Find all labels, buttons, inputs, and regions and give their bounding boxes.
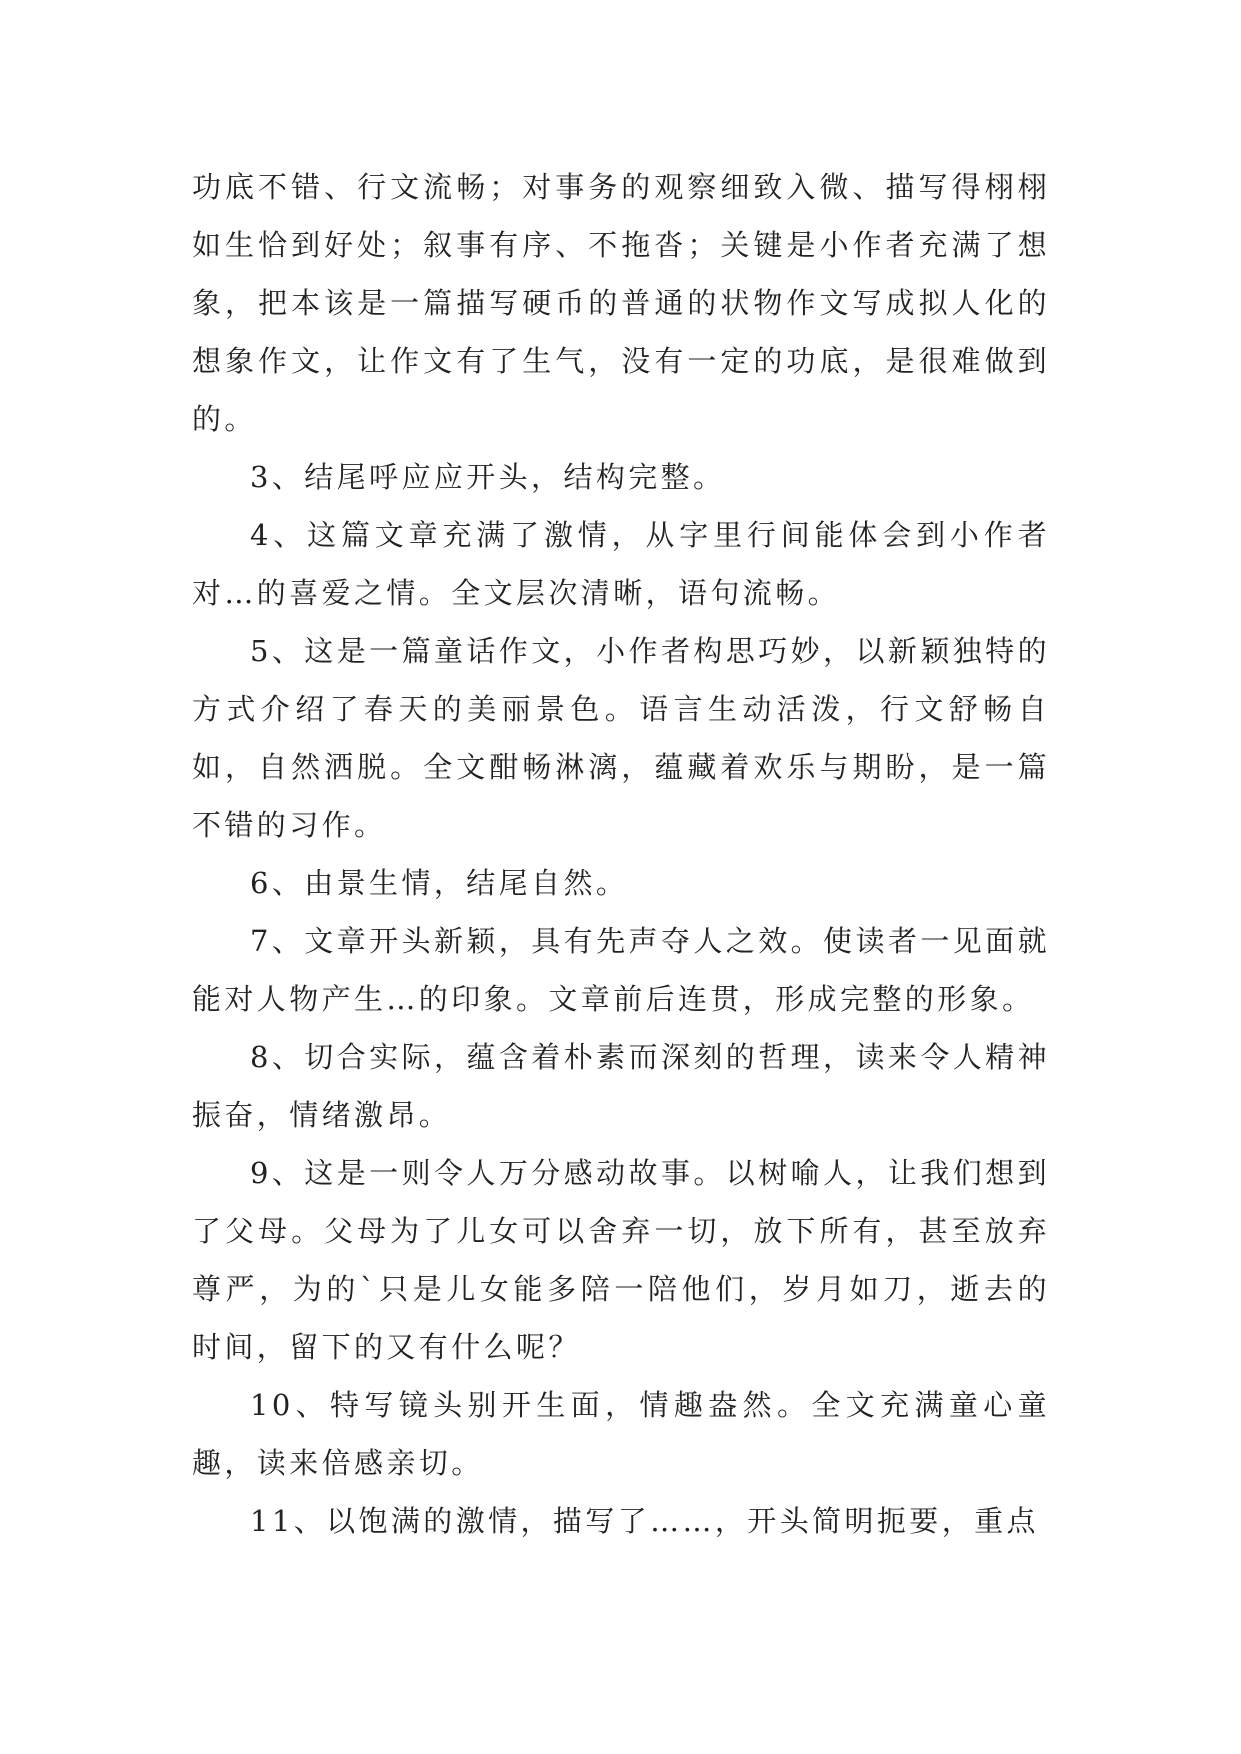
paragraph-comment-3: 3、结尾呼应应开头，结构完整。 (250, 460, 726, 494)
paragraph-comment-6: 6、由景生情，结尾自然。 (250, 866, 629, 900)
paragraph-comment-10: 10、特写镜头别开生面，情趣盎然。全文充满童心童趣，读来倍感亲切。 (192, 1388, 1050, 1480)
paragraph-comment-11: 11、以饱满的激情，描写了……，开头简明扼要，重点 (250, 1504, 1039, 1538)
paragraph-comment-5: 5、这是一篇童话作文，小作者构思巧妙，以新颖独特的方式介绍了春天的美丽景色。语言生动活泼，行文舒畅自如，自然洒脱。全文酣畅淋漓，蕴藏着欢乐与期盼，是一篇不错的习作。 (192, 634, 1050, 842)
document-body (192, 158, 1050, 1550)
paragraph-comment-4: 4、这篇文章充满了激情，从字里行间能体会到小作者对…的喜爱之情。全文层次清晰，语句流畅。 (192, 518, 1050, 610)
paragraph-comment-7: 7、文章开头新颖，具有先声夺人之效。使读者一见面就能对人物产生…的印象。文章前后连贯，形成完整的形象。 (192, 924, 1050, 1016)
paragraph-comment-9: 9、这是一则令人万分感动故事。以树喻人，让我们想到了父母。父母为了儿女可以舍弃一切，放下所有，甚至放弃尊严，为的`只是儿女能多陪一陪他们，岁月如刀，逝去的时间，留下的又有什么呢？ (192, 1156, 1050, 1364)
paragraph-comment-8: 8、切合实际，蕴含着朴素而深刻的哲理，读来令人精神振奋，情绪激昂。 (192, 1040, 1050, 1132)
paragraph-continuation: 功底不错、行文流畅；对事务的观察细致入微、描写得栩栩如生恰到好处；叙事有序、不拖沓；关键是小作者充满了想象，把本该是一篇描写硬币的普通的状物作文写成拟人化的想象作文，让作文有了生气，没有一定的功底，是很难做到的。 (192, 170, 1050, 436)
